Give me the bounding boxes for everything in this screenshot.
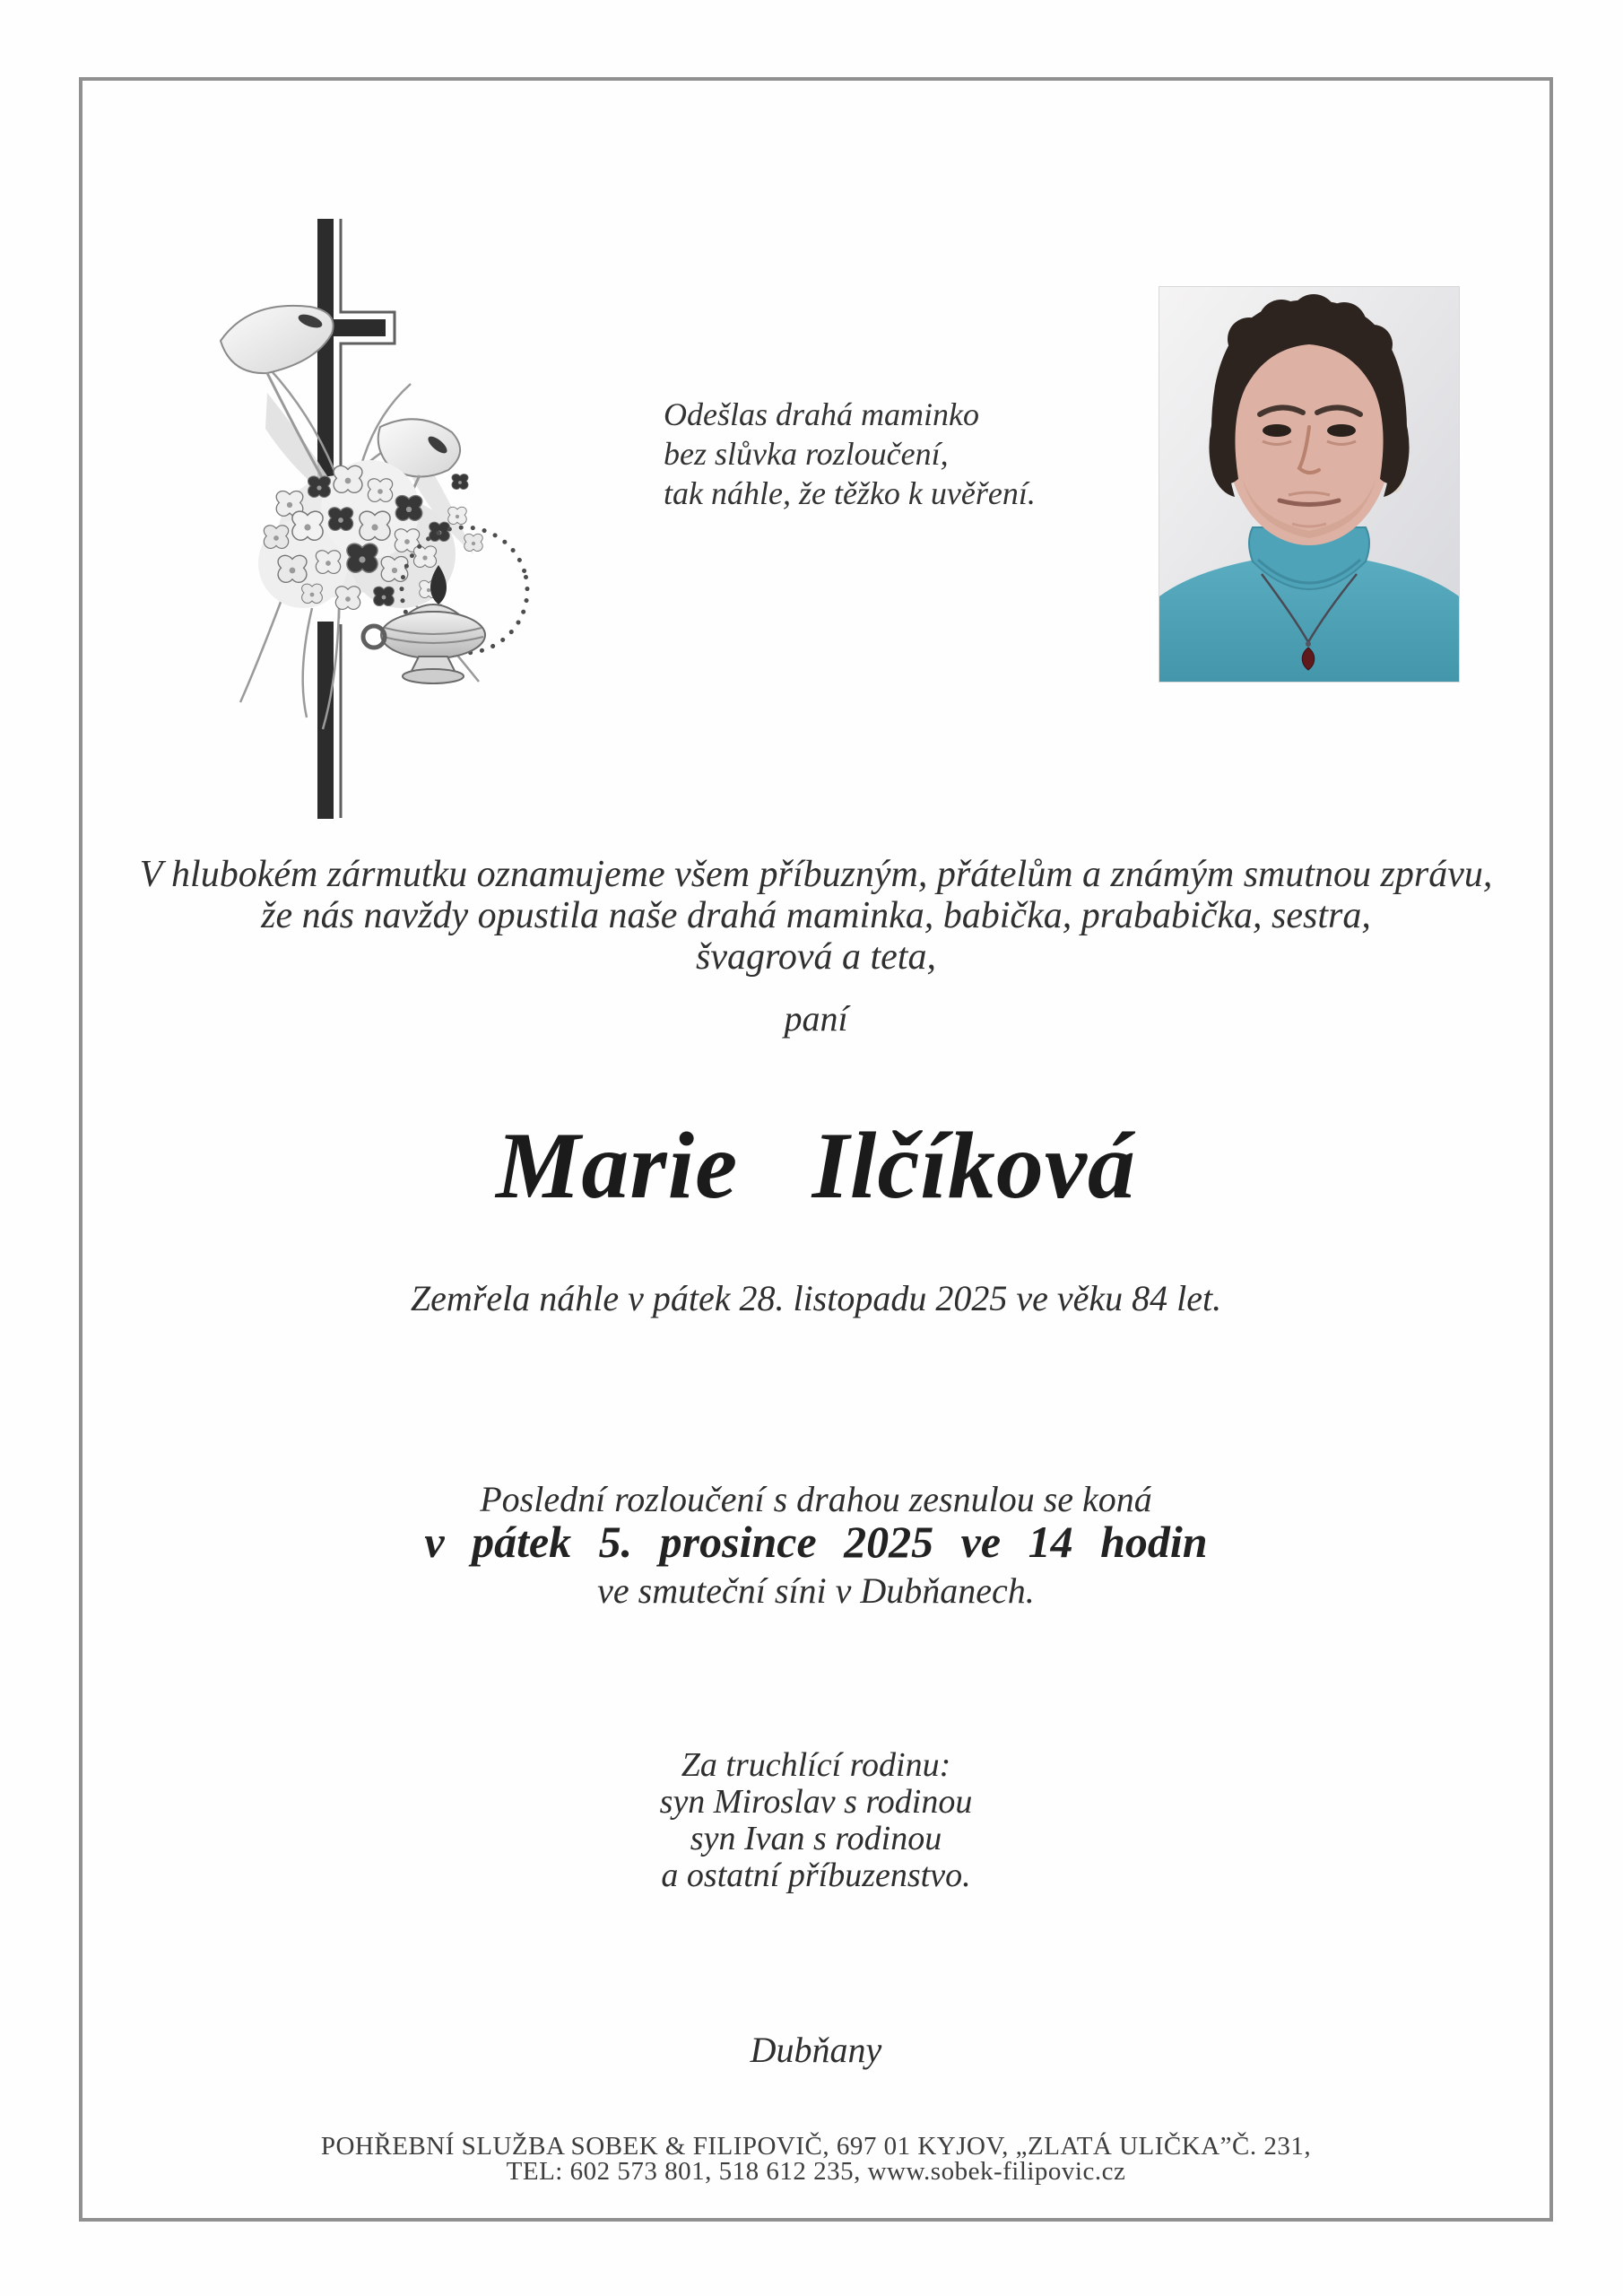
deceased-name: Marie Ilčíková [496,1113,1136,1218]
announcement-line: švagrová a teta, [696,936,936,978]
death-date-line: Zemřela náhle v pátek 28. listopadu 2025 ve věku 84 let. [410,1278,1222,1318]
eye-right [1327,424,1356,437]
family-line: Za truchlící rodinu: [681,1746,951,1784]
announcement-line: že nás navždy opustila naše drahá maminka, babička, prababička, sestra, [261,895,1371,936]
opening-verse [664,395,1036,513]
family-line: syn Miroslav s rodinou [659,1783,973,1821]
funeral-service-footer [81,2134,1551,2184]
farewell-place: ve smuteční síni v Dubňanech. [597,1570,1035,1611]
cross-and-flowers-illustration [204,213,581,823]
cross-flowers-lamp-icon [204,213,581,823]
farewell-intro: Poslední rozloučení s drahou zesnulou se koná [480,1479,1152,1519]
footer-address-line: POHŘEBNÍ SLUŽBA SOBEK & FILIPOVIČ, 697 01 KYJOV, „ZLATÁ ULIČKA”Č. 231, [320,2132,1312,2161]
salutation: paní [784,998,848,1039]
mourning-family-block [81,1747,1551,1894]
city-label: Dubňany [750,2030,882,2070]
family-line: a ostatní příbuzenstvo. [661,1857,971,1894]
verse-line: tak náhle, že těžko k uvěření. [664,475,1036,511]
portrait-photo [1159,287,1459,682]
announcement-line: V hlubokém zármutku oznamujeme všem příbuzným, přátelům a známým smutnou zprávu, [139,854,1493,895]
portrait-of-woman [1159,287,1459,682]
verse-line: bez slůvka rozloučení, [664,436,949,472]
family-line: syn Ivan s rodinou [690,1820,942,1857]
announcement-paragraph [81,854,1551,978]
footer-contact-line: TEL: 602 573 801, 518 612 235, www.sobek-filipovic.cz [506,2157,1126,2186]
farewell-datetime: v pátek 5. prosince 2025 ve 14 hodin [424,1517,1208,1567]
eye-left [1263,424,1291,437]
verse-line: Odešlas drahá maminko [664,396,979,432]
